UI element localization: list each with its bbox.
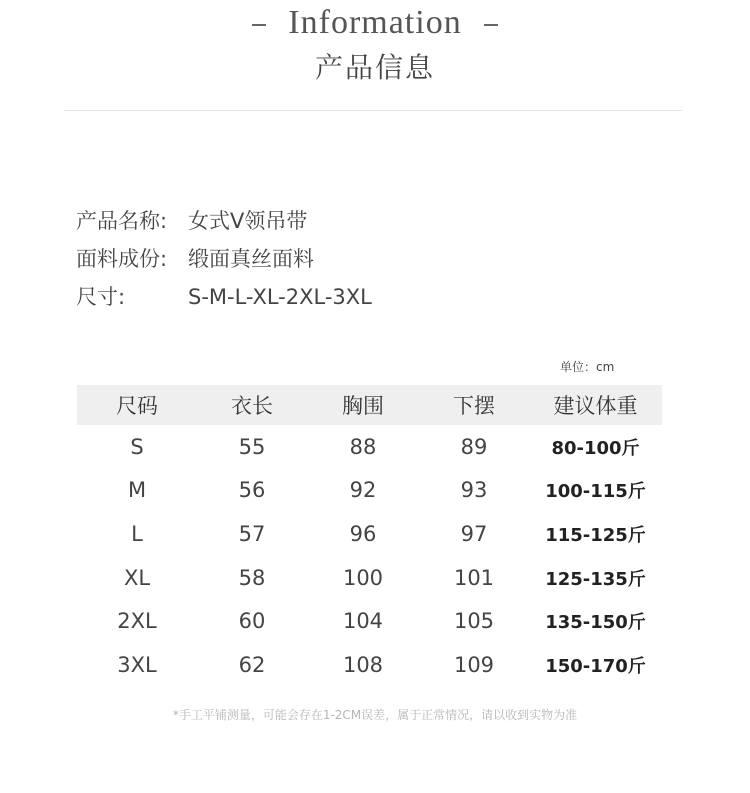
table-cell: 109 bbox=[453, 652, 495, 677]
table-row bbox=[77, 469, 662, 513]
table-cell: 57 bbox=[238, 521, 266, 546]
title-en-text: Information bbox=[288, 4, 462, 41]
table-cell: M bbox=[127, 478, 147, 503]
table-cell: L bbox=[131, 521, 143, 546]
table-cell: 97 bbox=[460, 521, 488, 546]
table-cell: 89 bbox=[460, 434, 488, 459]
table-cell: 150-170斤 bbox=[545, 655, 646, 677]
table-cell: 108 bbox=[342, 652, 384, 677]
header-divider bbox=[64, 110, 682, 111]
table-cell: XL bbox=[123, 565, 151, 590]
table-row bbox=[77, 512, 662, 556]
product-info bbox=[76, 202, 372, 316]
table-cell: 104 bbox=[342, 609, 384, 634]
left-dash-decoration bbox=[252, 24, 266, 26]
table-cell: 135-150斤 bbox=[545, 612, 646, 634]
table-cell: 100-115斤 bbox=[545, 481, 646, 503]
table-cell: 58 bbox=[238, 565, 266, 590]
info-label bbox=[76, 278, 188, 316]
table-cell: 93 bbox=[460, 478, 488, 503]
size-table bbox=[77, 385, 662, 687]
info-label: 产品名称: bbox=[76, 209, 168, 233]
header-title-cn: 产品信息 bbox=[314, 51, 435, 84]
table-cell: S bbox=[130, 434, 144, 459]
table-row bbox=[77, 643, 662, 687]
header-cell: 胸围 bbox=[342, 394, 384, 418]
table-cell: 101 bbox=[453, 565, 495, 590]
measurement-note: *手工平铺测量，可能会存在1-2CM误差，属于正常情况，请以收到实物为准 bbox=[172, 708, 578, 722]
header-title-en bbox=[0, 4, 750, 42]
table-cell: 100 bbox=[342, 565, 384, 590]
table-cell: 88 bbox=[349, 434, 377, 459]
table-header bbox=[77, 385, 662, 425]
table-cell: 62 bbox=[238, 652, 266, 677]
table-cell: 3XL bbox=[117, 652, 157, 677]
header-cell: 尺码 bbox=[116, 394, 158, 418]
table-row bbox=[77, 556, 662, 600]
info-value: 女式V领吊带 bbox=[188, 209, 308, 233]
info-label: 面料成份: bbox=[76, 247, 168, 271]
table-cell: 55 bbox=[238, 434, 266, 459]
info-row-fabric bbox=[76, 240, 372, 278]
table-row bbox=[77, 425, 662, 469]
header-cell: 衣长 bbox=[231, 394, 273, 418]
table-cell: 105 bbox=[453, 609, 495, 634]
header-cell: 建议体重 bbox=[553, 394, 638, 418]
table-row bbox=[77, 599, 662, 643]
table-cell: 60 bbox=[238, 609, 266, 634]
table-cell: 56 bbox=[238, 478, 266, 503]
unit-label: 单位：cm bbox=[560, 360, 615, 374]
table-cell: 125-135斤 bbox=[545, 568, 646, 590]
table-cell: 80-100斤 bbox=[551, 437, 640, 459]
right-dash-decoration bbox=[484, 24, 498, 26]
info-label-part: 寸: bbox=[97, 285, 126, 309]
table-cell: 115-125斤 bbox=[545, 524, 646, 546]
info-value: 缎面真丝面料 bbox=[188, 247, 314, 271]
info-label-part: 尺 bbox=[76, 285, 97, 309]
table-cell: 96 bbox=[349, 521, 377, 546]
table-cell: 2XL bbox=[117, 609, 157, 634]
table-cell: 92 bbox=[349, 478, 377, 503]
info-row-size bbox=[76, 278, 372, 316]
info-value: S-M-L-XL-2XL-3XL bbox=[188, 285, 372, 309]
header-cell: 下摆 bbox=[453, 394, 495, 418]
info-row-name bbox=[76, 202, 372, 240]
